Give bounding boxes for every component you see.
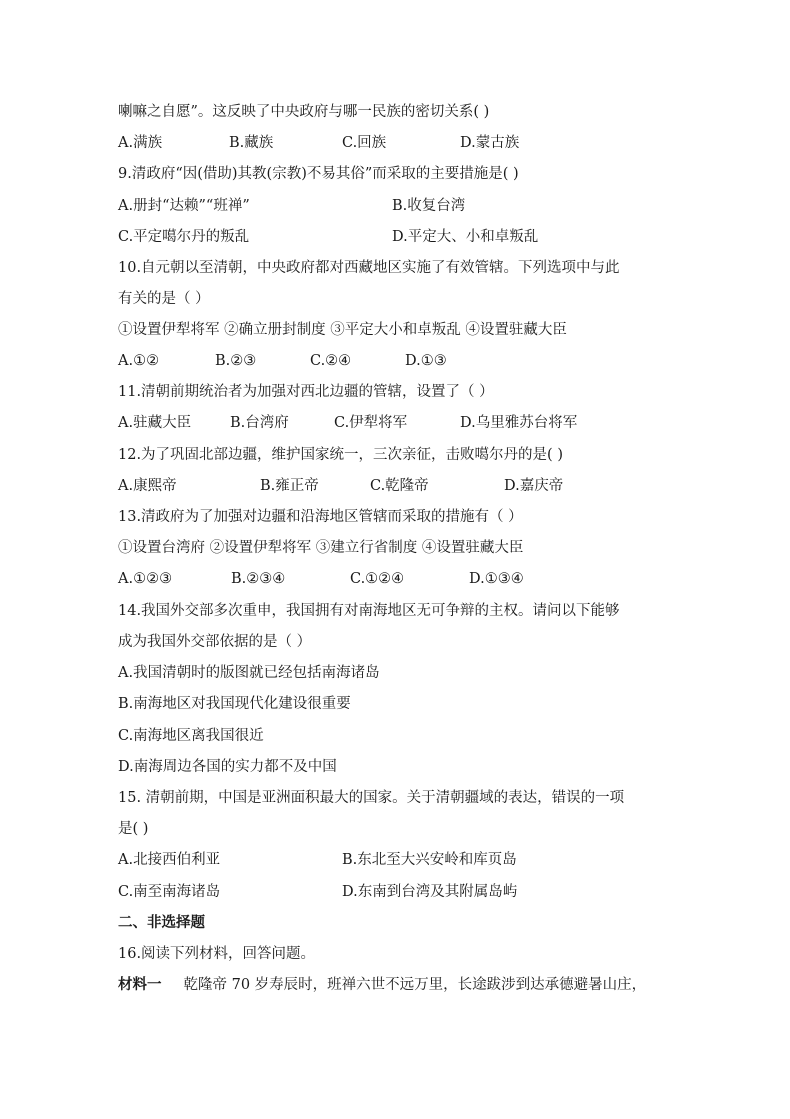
q13-items: ①设置台湾府 ②设置伊犁将军 ③建立行省制度 ④设置驻藏大臣	[118, 540, 524, 556]
q15-option-a: A.北接西伯利亚	[118, 852, 221, 868]
q15-options-row2	[118, 882, 718, 902]
q15-option-c: C.南至南海诸岛	[118, 884, 221, 900]
q15-option-d: D.东南到台湾及其附属岛屿	[342, 884, 518, 900]
q10-stem-line2: 有关的是（ ）	[118, 291, 210, 307]
q12-stem: 12.为了巩固北部边疆，维护国家统一，三次亲征，击败噶尔丹的是( )	[118, 447, 563, 463]
material-1-label: 材料一	[118, 976, 162, 993]
q9-option-a: A.册封“达赖”“班禅”	[118, 198, 250, 214]
q10-items: ①设置伊犁将军 ②确立册封制度 ③平定大小和卓叛乱 ④设置驻藏大臣	[118, 322, 567, 338]
q9-option-d: D.平定大、小和卓叛乱	[392, 229, 539, 245]
q14-stem-line1: 14.我国外交部多次重申，我国拥有对南海地区无可争辩的主权。请问以下能够	[118, 603, 620, 619]
q8-option-d: D.蒙古族	[460, 135, 520, 151]
q10-stem-line1: 10.自元朝以至清朝，中央政府都对西藏地区实施了有效管辖。下列选项中与此	[118, 260, 620, 276]
q14-option-d: D.南海周边各国的实力都不及中国	[118, 759, 337, 775]
q9-options-row2	[118, 227, 718, 247]
q14-option-b: B.南海地区对我国现代化建设很重要	[118, 696, 351, 712]
q13-option-c: C.①②④	[350, 571, 405, 587]
q10-options	[118, 351, 718, 371]
q13-stem: 13.清政府为了加强对边疆和沿海地区管辖而采取的措施有（ ）	[118, 509, 523, 525]
q10-option-b: B.②③	[215, 353, 257, 369]
q14-option-a: A.我国清朝时的版图就已经包括南海诸岛	[118, 665, 380, 681]
q11-option-c: C.伊犁将军	[334, 415, 408, 431]
q9-options-row1	[118, 196, 718, 216]
q11-option-a: A.驻藏大臣	[118, 415, 192, 431]
q9-option-b: B.收复台湾	[392, 198, 466, 214]
q10-option-a: A.①②	[118, 353, 160, 369]
q8-stem-continued: 喇嘛之自愿”。这反映了中央政府与哪一民族的密切关系( )	[118, 104, 490, 120]
q13-options	[118, 569, 718, 589]
q8-option-a: A.满族	[118, 135, 163, 151]
q13-option-b: B.②③④	[231, 571, 286, 587]
q11-stem: 11.清朝前期统治者为加强对西北边疆的管辖，设置了（ ）	[118, 384, 494, 400]
q11-options	[118, 413, 718, 433]
q15-stem-line1: 15. 清朝前期，中国是亚洲面积最大的国家。关于清朝疆域的表达，错误的一项	[118, 790, 625, 806]
section-heading: 二、非选择题	[118, 914, 205, 931]
q10-option-d: D.①③	[405, 353, 447, 369]
q15-stem-line2: 是( )	[118, 821, 149, 837]
q12-option-c: C.乾隆帝	[370, 478, 429, 494]
q12-option-a: A.康熙帝	[118, 478, 177, 494]
q13-option-d: D.①③④	[469, 571, 524, 587]
q8-option-b: B.藏族	[229, 135, 274, 151]
q9-option-c: C.平定噶尔丹的叛乱	[118, 229, 250, 245]
q13-option-a: A.①②③	[118, 571, 173, 587]
material-1-text: 乾隆帝 70 岁寿辰时，班禅六世不远万里，长途跋涉到达承德避暑山庄，	[183, 977, 647, 993]
q11-option-d: D.乌里雅苏台将军	[460, 415, 578, 431]
q16-stem: 16.阅读下列材料，回答问题。	[118, 946, 316, 962]
q14-stem-line2: 成为我国外交部依据的是（ ）	[118, 634, 312, 650]
q10-option-c: C.②④	[310, 353, 352, 369]
q15-option-b: B.东北至大兴安岭和库页岛	[342, 852, 517, 868]
material-1	[118, 975, 646, 995]
q9-stem: 9.清政府“因(借助)其教(宗教)不易其俗”而采取的主要措施是( )	[118, 166, 519, 182]
q12-option-b: B.雍正帝	[260, 478, 319, 494]
q15-options-row1	[118, 850, 718, 870]
q14-option-c: C.南海地区离我国很近	[118, 728, 264, 744]
q12-option-d: D.嘉庆帝	[504, 478, 564, 494]
q12-options	[118, 476, 718, 496]
q8-options	[118, 133, 718, 153]
q11-option-b: B.台湾府	[230, 415, 289, 431]
q8-option-c: C.回族	[342, 135, 387, 151]
